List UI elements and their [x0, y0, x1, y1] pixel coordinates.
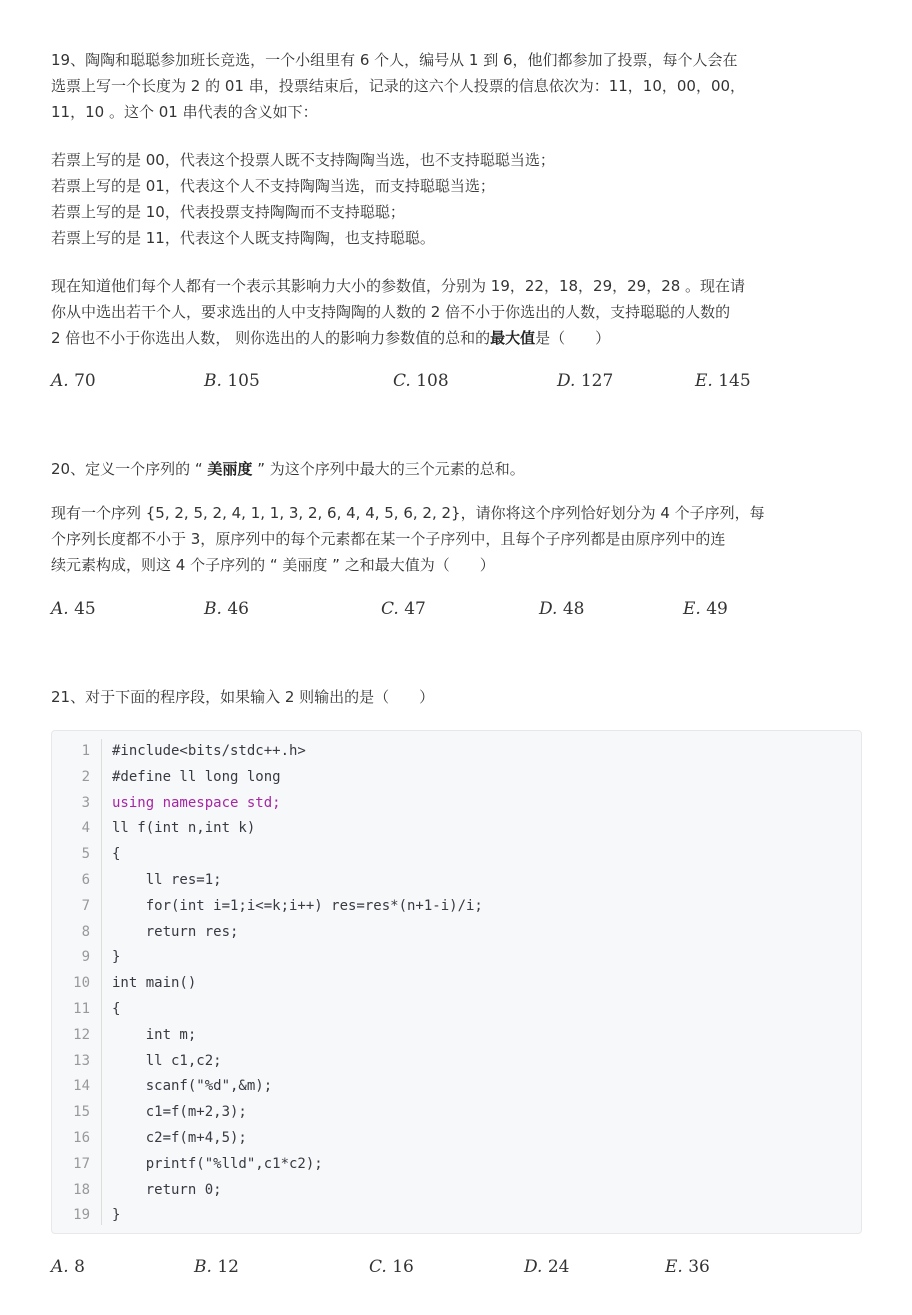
q19-options [51, 371, 863, 397]
q19-p-text: 是（ ） [535, 329, 611, 347]
q19-rules [51, 147, 863, 251]
question-20 [51, 456, 863, 482]
option-e: E. 49 [683, 599, 728, 619]
q19-p-line: 现在知道他们每个人都有一个表示其影响力大小的参数值，分别为 19，22，18，29，29，28 。现在请 [51, 277, 746, 295]
q20-p-line: 续元素构成，则这 4 个子序列的 “ 美丽度 ” 之和最大值为（ ） [51, 556, 495, 574]
option-b: B. 46 [204, 599, 249, 619]
q20-paragraph [51, 500, 863, 578]
option-d: D. 48 [539, 599, 585, 619]
option-a: A. 45 [51, 599, 96, 619]
q19-bold-term: 最大值 [490, 329, 536, 347]
code-gutter-divider [101, 739, 102, 1225]
q20-p-line: 个序列长度都不小于 3，原序列中的每个元素都在某一个子序列中，且每个子序列都是由原序列中的连 [51, 530, 726, 548]
q19-paragraph [51, 273, 863, 351]
q20-p-line: 现有一个序列 {5, 2, 5, 2, 4, 1, 1, 3, 2, 6, 4, 4, 5, 6, 2, 2}，请你将这个序列恰好划分为 4 个子序列，每 [51, 504, 765, 522]
q19-rule: 若票上写的是 01，代表这个人不支持陶陶当选，而支持聪聪当选； [51, 177, 495, 195]
option-a: A. 70 [51, 371, 96, 391]
question-21 [51, 684, 863, 710]
q21-options [51, 1257, 863, 1283]
option-d: D. 127 [557, 371, 614, 391]
option-e: E. 36 [665, 1257, 710, 1277]
q19-rule: 若票上写的是 11，代表这个人既支持陶陶，也支持聪聪。 [51, 229, 435, 247]
q20-options [51, 599, 863, 625]
option-d: D. 24 [524, 1257, 570, 1277]
q20-text: 20、定义一个序列的 “ [51, 460, 208, 478]
option-b: B. 105 [204, 371, 260, 391]
option-b: B. 12 [194, 1257, 239, 1277]
q19-p-line: 你从中选出若干个人，要求选出的人中支持陶陶的人数的 2 倍不小于你选出的人数，支持聪聪的人数的 [51, 303, 731, 321]
option-e: E. 145 [695, 371, 751, 391]
q19-line: 11，10 。这个 01 串代表的含义如下： [51, 103, 318, 121]
q20-line [51, 456, 863, 482]
q20-text: ” 为这个序列中最大的三个元素的总和。 [252, 460, 525, 478]
q19-line: 选票上写一个长度为 2 的 01 串，投票结束后，记录的这六个人投票的信息依次为：11，10，00，00， [51, 77, 746, 95]
option-c: C. 16 [369, 1257, 414, 1277]
q19-rule: 若票上写的是 10，代表投票支持陶陶而不支持聪聪； [51, 203, 405, 221]
q19-p-line [51, 325, 863, 351]
q20-bold-term: 美丽度 [207, 460, 253, 478]
q19-p-text: 2 倍也不小于你选出人数， 则你选出的人的影响力参数值的总和的 [51, 329, 491, 347]
q19-rule: 若票上写的是 00，代表这个投票人既不支持陶陶当选，也不支持聪聪当选； [51, 151, 555, 169]
q19-line: 19、陶陶和聪聪参加班长竞选，一个小组里有 6 个人，编号从 1 到 6，他们都参加了投票，每个人会在 [51, 51, 738, 69]
question-19 [51, 47, 863, 125]
q21-line: 21、对于下面的程序段，如果输入 2 则输出的是（ ） [51, 688, 435, 706]
option-c: C. 47 [381, 599, 426, 619]
option-c: C. 108 [393, 371, 449, 391]
option-a: A. 8 [51, 1257, 85, 1277]
code-block: 1 #include<bits/stdc++.h> 2 #define ll long long 3 using namespace std; 4 ll f(int n,int k) 5 { 6 ll res=1; 7 for(int i=1;i<=k;i++) res=res*(n+1-i)/i; 8 return res; 9 } 10 int main() 11 { 12 int m; 13 ll c1,c2; 14 scanf("%d",&m); 15 c1=f(m+2,3); 16 c2=f(m+4,5); 17 printf("%lld",c1*c2); 18 return 0; 19 } [51, 730, 862, 1234]
